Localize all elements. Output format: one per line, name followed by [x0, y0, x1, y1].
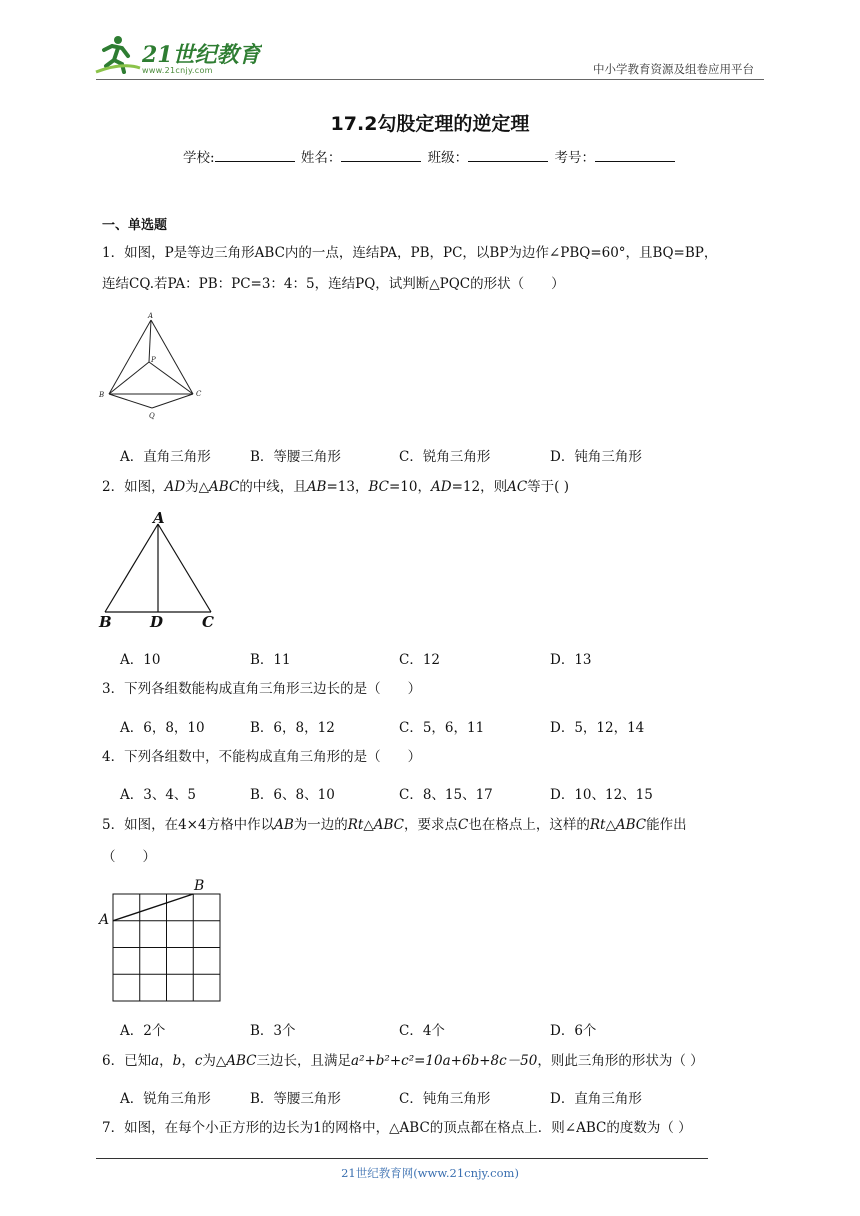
- q4-option-d[interactable]: D．10、12、15: [550, 787, 653, 803]
- q5-label-a: A: [99, 912, 110, 928]
- q1-label-c: C: [196, 390, 202, 398]
- q4-option-c[interactable]: C．8、15、17: [399, 787, 493, 803]
- q5-label-b: B: [194, 878, 205, 894]
- q2-text: 2．如图，AD为△ABC的中线，且AB=13，BC=10，AD=12，则AC等于( ): [102, 479, 569, 495]
- header-platform-text: 中小学教育资源及组卷应用平台: [593, 62, 754, 76]
- q2-option-a[interactable]: A．10: [120, 652, 161, 668]
- header-divider: [96, 79, 764, 80]
- q5-option-c[interactable]: C．4个: [399, 1023, 445, 1039]
- q3-option-c[interactable]: C．5，6，11: [399, 720, 485, 736]
- q1-label-b: B: [99, 391, 105, 399]
- q6-option-b[interactable]: B．等腰三角形: [250, 1091, 341, 1107]
- q3-text: 3．下列各组数能构成直角三角形三边长的是（ ）: [102, 681, 422, 697]
- q3-option-b[interactable]: B．6，8，12: [250, 720, 335, 736]
- q1-label-q: Q: [149, 412, 155, 420]
- q2-label-c: C: [202, 613, 214, 631]
- q1-label-a: A: [148, 312, 154, 320]
- name-blank[interactable]: [341, 148, 421, 162]
- exam-no-label: 考号：: [554, 150, 595, 166]
- student-info-row: [0, 146, 860, 166]
- q2-label-d: D: [150, 613, 164, 631]
- q2-option-c[interactable]: C．12: [399, 652, 441, 668]
- footer-divider: [96, 1158, 708, 1159]
- q4-text: 4．下列各组数中，不能构成直角三角形的是（ ）: [102, 749, 422, 765]
- logo-text: 21世纪教育: [142, 42, 261, 68]
- q6-text: 6．已知a，b，c为△ABC三边长，且满足a²+b²+c²=10a+6b+8c－50，则此三角形的形状为（ ）: [102, 1053, 704, 1069]
- section-title: 一、单选题: [102, 218, 168, 233]
- q6-option-d[interactable]: D．直角三角形: [550, 1091, 642, 1107]
- q6-option-c[interactable]: C．钝角三角形: [399, 1091, 491, 1107]
- school-label: 学校:: [183, 150, 215, 166]
- q1-line2: 连结CQ.若PA：PB：PC=3：4：5，连结PQ，试判断△PQC的形状（ ）: [102, 276, 565, 292]
- page-title: 17.2勾股定理的逆定理: [330, 113, 530, 135]
- q7-text: 7．如图，在每个小正方形的边长为1的网格中，△ABC的顶点都在格点上．则∠ABC的度数为（ ）: [102, 1120, 692, 1136]
- q1-option-a[interactable]: A．直角三角形: [120, 449, 211, 465]
- class-blank[interactable]: [468, 148, 548, 162]
- q5-option-d[interactable]: D．6个: [550, 1023, 597, 1039]
- q2-figure: [96, 508, 226, 632]
- q6-option-a[interactable]: A．锐角三角形: [120, 1091, 211, 1107]
- school-blank[interactable]: [215, 148, 295, 162]
- q5-text: 5．如图，在4×4方格中作以AB为一边的Rt△ABC，要求点C也在格点上，这样的Rt△ABC能作出: [102, 817, 687, 833]
- q1-option-c[interactable]: C．锐角三角形: [399, 449, 491, 465]
- name-label: 姓名：: [300, 150, 342, 166]
- q1-option-d[interactable]: D．钝角三角形: [550, 449, 642, 465]
- logo-url: www.21cnjy.com: [142, 66, 213, 75]
- q5-option-a[interactable]: A．2个: [120, 1023, 166, 1039]
- q5-option-b[interactable]: B．3个: [250, 1023, 296, 1039]
- q4-option-b[interactable]: B．6、8、10: [250, 787, 335, 803]
- q2-label-b: B: [99, 613, 112, 631]
- q3-option-a[interactable]: A．6，8，10: [120, 720, 205, 736]
- q2-option-b[interactable]: B．11: [250, 652, 291, 668]
- q1-option-b[interactable]: B．等腰三角形: [250, 449, 341, 465]
- q4-option-a[interactable]: A．3、4、5: [120, 787, 197, 803]
- class-label: 班级：: [427, 150, 469, 166]
- q5-line2: （ ）: [102, 849, 156, 865]
- q5-grid-figure: [96, 874, 226, 1006]
- q3-option-d[interactable]: D．5，12，14: [550, 720, 645, 736]
- q2-option-d[interactable]: D．13: [550, 652, 592, 668]
- q1-label-p: P: [151, 356, 156, 364]
- exam-no-blank[interactable]: [595, 148, 675, 162]
- q1-figure: [96, 310, 216, 422]
- q2-label-a: A: [153, 509, 165, 527]
- brand-logo: [92, 32, 262, 82]
- footer-link[interactable]: 21世纪教育网(www.21cnjy.com): [341, 1166, 519, 1180]
- q1-line1: 1．如图，P是等边三角形ABC内的一点，连结PA，PB，PC，以BP为边作∠PBQ=60°，且BQ=BP，: [102, 245, 718, 261]
